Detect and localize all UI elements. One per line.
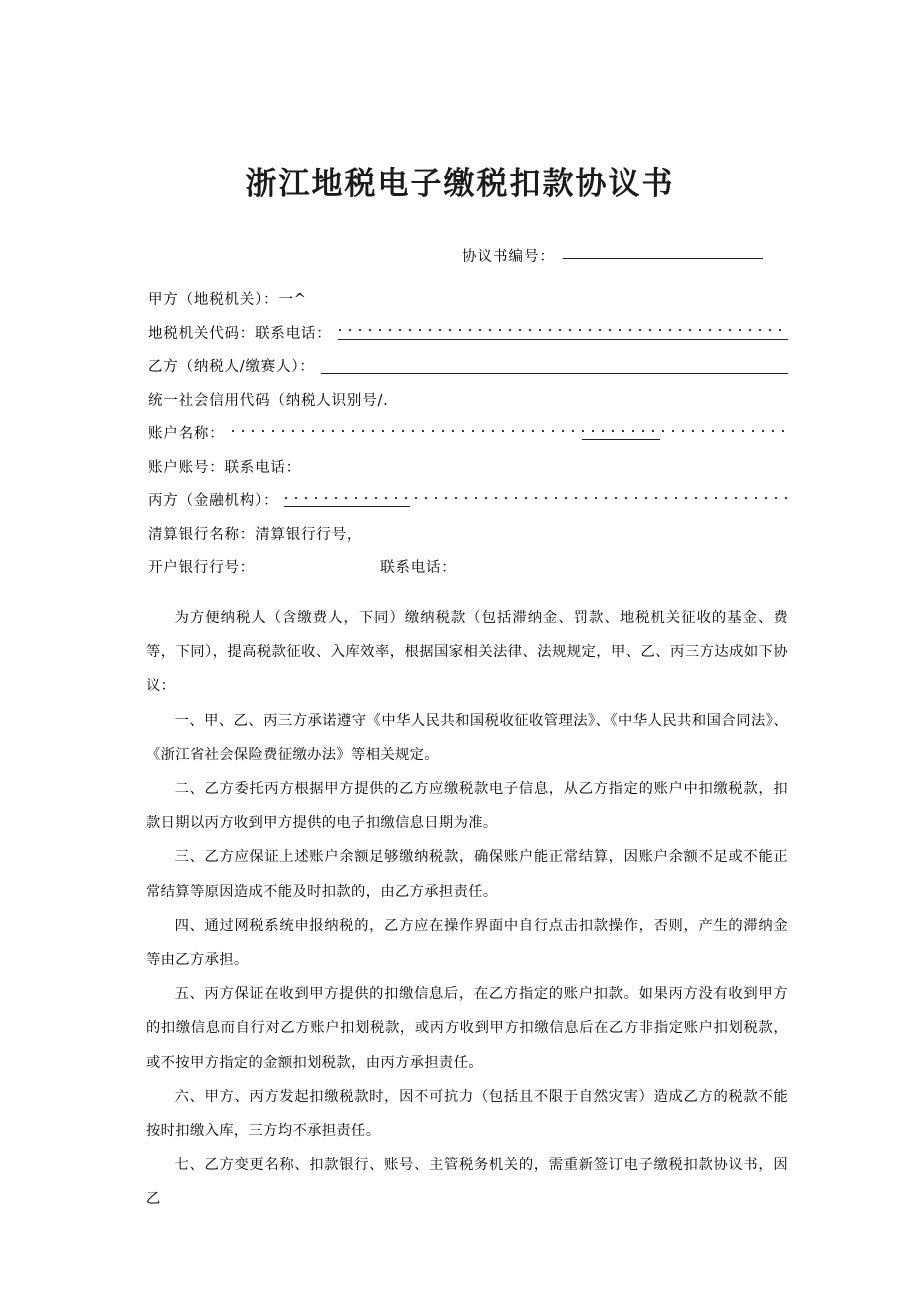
field-label: 丙方（金融机构）： (148, 493, 279, 510)
clause-6: 六、甲方、丙方发起扣缴税款时，因不可抗力（包括且不限于自然灾害）造成乙方的税款不能按时扣缴入库，三方均不承担责任。 (146, 1088, 788, 1140)
agreement-number-label: 协议书编号： (462, 249, 555, 265)
field-clearing-bank-name-and-code (148, 517, 788, 551)
field-label: 地税机关代码：联系电话： (148, 325, 332, 342)
clause-2: 二、乙方委托丙方根据甲方提供的乙方应缴税款电子信息，从乙方指定的账户中扣缴税款，扣款日期以丙方收到甲方提供的电子扣缴信息日期为准。 (146, 781, 788, 832)
field-party-b-taxpayer (148, 349, 788, 383)
field-account-name (148, 416, 788, 450)
field-label: 甲方（地税机关）： (148, 292, 279, 309)
clause-5: 五、丙方保证在收到甲方提供的扣缴信息后，在乙方指定的账户扣款。如果丙方没有收到甲方的扣缴信息而自行对乙方账户扣划税款，或丙方收到甲方扣缴信息后在乙方非指定账户扣划税款，或不按甲方指定的金额扣划税款，由丙方承担责任。 (146, 986, 788, 1071)
field-input-blank[interactable] (338, 324, 788, 340)
form-fields (148, 282, 788, 584)
clause-1: 一、甲、乙、丙三方承诺遵守《中华人民共和国税收征收管理法》、《中华人民共和国合同法》、《浙江省社会保险费征缴办法》等相关规定。 (146, 712, 788, 763)
clause-7: 七、乙方变更名称、扣款银行、账号、主管税务机关的，需重新签订电子缴税扣款协议书，因乙 (146, 1157, 788, 1208)
field-tax-authority-code-and-phone (148, 316, 788, 350)
field-label: 乙方（纳税人/缴赛人）： (148, 359, 315, 376)
agreement-number-line (462, 245, 763, 266)
field-input-blank[interactable] (231, 425, 789, 440)
field-label: 账户账号：联系电话： (148, 459, 301, 476)
agreement-number-blank[interactable] (563, 257, 763, 259)
field-input-blank[interactable] (284, 492, 788, 507)
field-account-number-and-phone (148, 450, 788, 484)
field-label: 账户名称： (148, 426, 225, 443)
field-opening-bank-code (148, 550, 788, 584)
field-party-c-financial-institution (148, 483, 788, 517)
paragraph-preamble: 为方便纳税人（含缴费人，下同）缴纳税款（包括滞纳金、罚款、地税机关征收的基金、费等，下同），提高税款征收、入库效率，根据国家相关法律、法规规定，甲、乙、丙三方达成如下协议： (146, 610, 788, 695)
field-label: 清算银行名称：清算银行行号， (148, 526, 363, 543)
clause-3: 三、乙方应保证上述账户余额足够缴纳税款，确保账户能正常结算，因账户余额不足或不能正常结算等原因造成不能及时扣款的，由乙方承担责任。 (146, 849, 788, 900)
page-title: 浙江地税电子缴税扣款协议书 (245, 166, 675, 202)
field-label-contact-phone: 联系电话： (380, 560, 457, 577)
field-label: 统一社会信用代码（纳税人识别号/. (148, 392, 389, 409)
field-label: 开户银行行号： (148, 560, 256, 577)
field-unified-social-credit-code (148, 383, 788, 417)
clause-4: 四、通过网税系统申报纳税的，乙方应在操作界面中自行点击扣款操作，否则，产生的滞纳金等由乙方承担。 (146, 917, 788, 969)
field-value: 一^ (278, 292, 307, 309)
body-copy (146, 601, 788, 1217)
field-party-a-tax-authority (148, 282, 788, 316)
field-input-blank[interactable] (321, 358, 788, 374)
